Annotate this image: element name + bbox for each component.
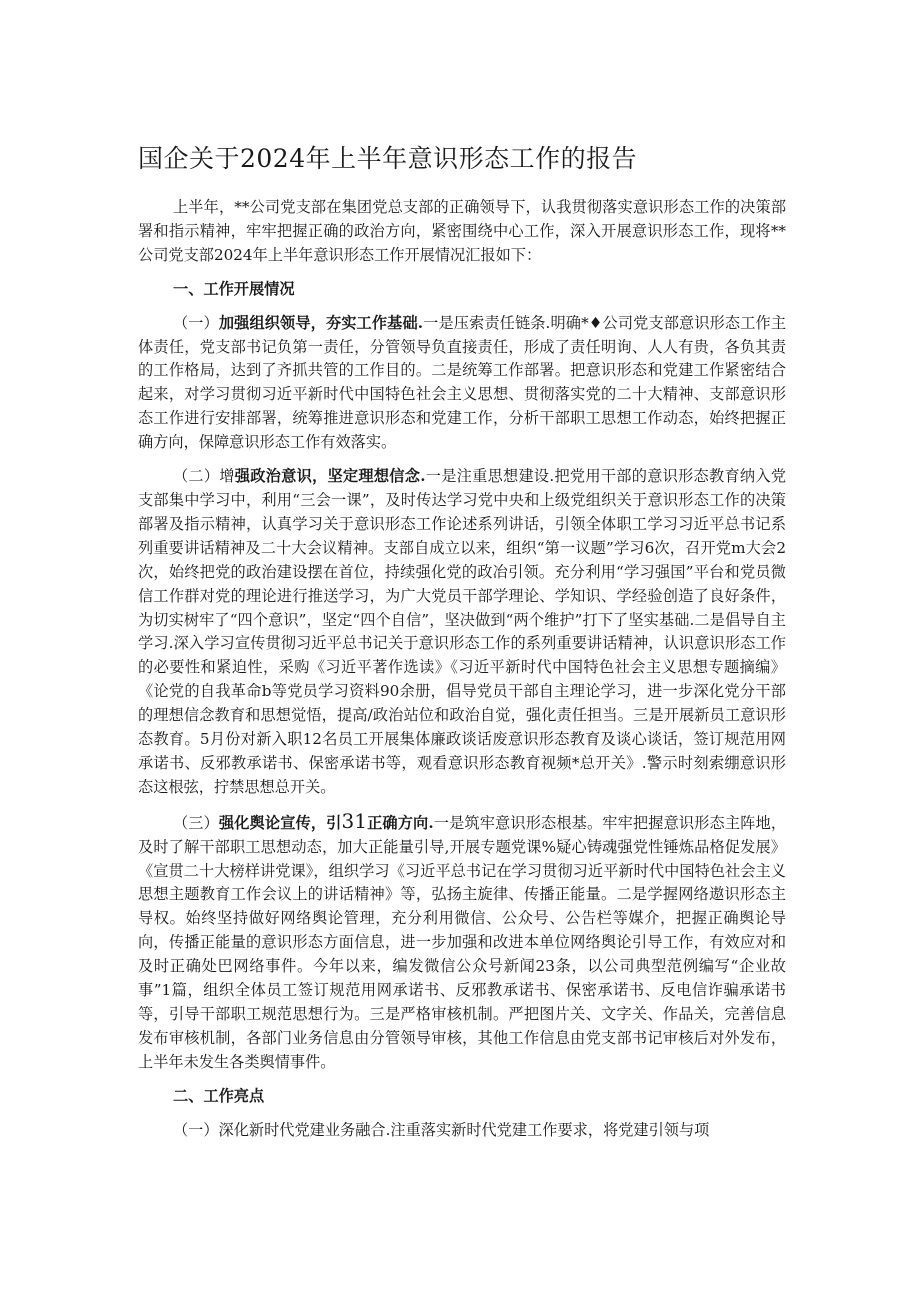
item-prefix: （三） <box>172 813 219 832</box>
item-body: 一是筑牢意识形态根基。牢牢把握意识形态主阵地，及时了解干部职工思想动态，加大正能量引导,开展专题党课%疑心铸魂强党性锤炼品格促发展》《宣贯二十大榜样讲党课》，组织学习《习近平总书记在学习贯彻习近平新时代中国特色社会主义思想主题教育工作会议上的讲话精神》等，弘扬主旋律、传播正能量。二是学握网络遨识形态主导权。始终坚持做好网络舆论管理，充分利用微信、公众号、公告栏等媒介，把握正确舆论导向，传播正能量的意识形态方面信息，进一步加强和改进本单位网络舆论引导工作，有效应对和及时正确处巴网络事件。今年以来，编发微信公众号新闻23条，以公司典型范例编写“企业故事”1篇，组织全体员工签订规范用网承诺书、反邪教承诺书、保密承诺书、反电信诈骗承诺书等，引导干部职工规范思想行为。三是严格审核机制。严把图片关、文字关、作品关，完善信息发布审核机制，各部门业务信息由分管领导审核，其他工作信息由党支部书记审核后对外发布，上半年未发生各类舆情事件。 <box>138 813 787 1071</box>
item-lead-number: 31 <box>341 808 367 833</box>
section1-item1-paragraph <box>138 312 786 455</box>
section-heading-2: 二、工作亮点 <box>173 1086 265 1105</box>
section1-item3-paragraph <box>138 810 786 1075</box>
document-title: 国企关于2024年上半年意识形态工作的报告 <box>138 144 638 173</box>
item-prefix: （一） <box>172 313 219 332</box>
intro-paragraph: 上半年，**公司党支部在集团党总支部的正确领导下，认我贯彻落实意识形态工作的决策部署和指示精神，牢牢把握正确的政治方向，紧密围绕中心工作，深入开展意识形态工作，现将**公司党支部2024年上半年意识形态工作开展情况汇报如下： <box>138 198 786 264</box>
item-lead-part-a: 强化舆论宣传，引 <box>218 813 342 832</box>
section1-item2-paragraph <box>138 465 786 800</box>
item-body: 一是压索责任链条.明确*♦公司党支部意识形态工作主体责任，党支部书记负第一责任，分管领导负直接责任，形成了责任明询、人人有贵，各负其责的工作格局，达到了齐抓共管的工作目的。二是统筹工作部署。把意识形态和党建工作紧密结合起来，对学习贯彻习近平新时代中国特色社会主义思想、贯彻落实党的二十大精神、支部意识形态工作进行安排部署，统筹推进意识形态和党建工作，分析干部职工思想工作动态，始终把握正确方向，保障意识形态工作有效落实。 <box>138 313 787 452</box>
document-page <box>138 142 786 1153</box>
section-heading-1: 一、工作开展情况 <box>173 279 295 298</box>
item-body: 一是注重思想建设.把党用干部的意识形态教育纳入党支部集中学习中，利用“三会一课”，及时传达学习党中央和上级党组织关于意识形态工作的决策部署及指示精神，认真学习关于意识形态工作论述系列讲话，引领全体职工学习习近平总书记系列重要讲话精神及二十大会议精神。支部自成立以来，组织“第一议题”学习6次，召开党m大会2次，始终把党的政治建设摆在首位，持续强化党的政冶引领。充分利用“学习强国”平台和党员微信工作群对党的理论进行推送学习，为广大党员干部学理论、学知识、学经验创造了良好条件，为切实树牢了“四个意识”，坚定“四个自信”，坚决做到“两个维护”打下了坚实基础.二是倡导自主学习.深入学习宣传贯彻习近平总书记关于意识形态工作的系列重要讲话精神，认识意识形态工作的必要性和紧迫性，采购《习近平著作选读》《习近平新时代中国特色社会主义思想专题摘编》《论党的自我革命b等党员学习资料90余册，倡导党员干部自主理论学习，进一步深化党分干部的理想信念教育和思想觉悟，提高/政治站位和政治自觉，强化责任担当。三是开展新员工意识形态教育。5月份对新入职12名员工开展集体廉政谈话废意识形态教育及谈心谈话，签订规范用网承诺书、反邪教承诺书、保密承诺书等，观看意识形态教育视频*总开关》.警示时刻索绷意识形态这根弦，拧禁思想总开关。 <box>138 467 787 796</box>
item-prefix: （二）增 <box>172 467 235 486</box>
item-lead-part-b: 正确方向. <box>366 813 434 832</box>
item-lead: 强政治意识，坚定理想信念. <box>234 467 426 486</box>
section2-item1-paragraph: （一）深化新时代党建业务融合.注重落实新时代党建工作要求，将党建引领与项 <box>172 1120 710 1139</box>
item-lead: 加强组织领导，夯实工作基础. <box>218 313 424 332</box>
